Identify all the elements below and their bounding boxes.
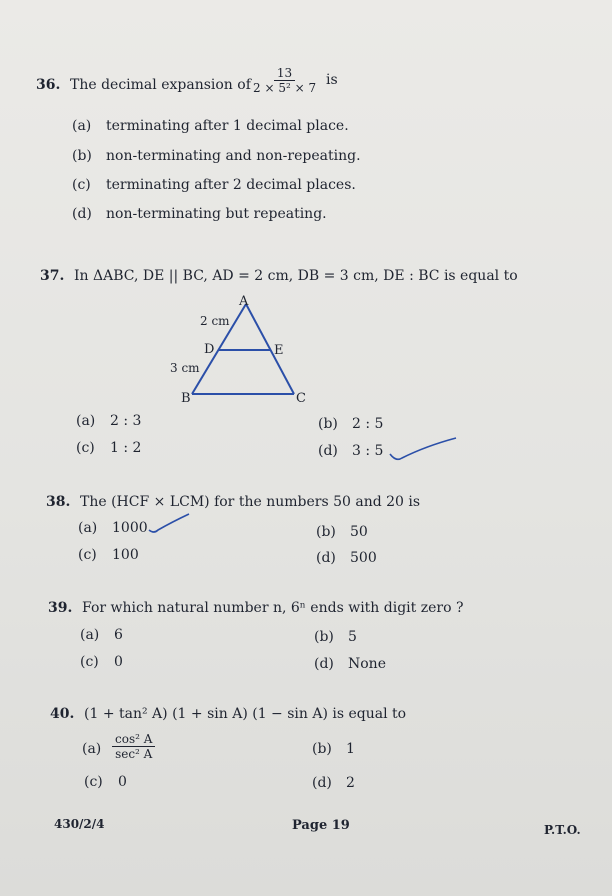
option-label: (c) — [76, 440, 95, 456]
option-label: (b) — [72, 148, 92, 164]
question-text: In ΔABC, DE || BC, AD = 2 cm, DB = 3 cm, DE : BC is equal to — [74, 268, 518, 284]
option-text: 500 — [350, 550, 377, 566]
fraction — [250, 66, 319, 95]
option-label: (b) — [312, 741, 332, 757]
option-label: (a) — [82, 741, 102, 757]
option-39b[interactable] — [314, 629, 357, 645]
option-37b[interactable] — [318, 416, 383, 432]
fraction — [112, 732, 155, 761]
option-37d[interactable] — [318, 443, 383, 459]
option-label: (a) — [76, 413, 96, 429]
fraction-numerator: cos² A — [112, 732, 155, 747]
label-db: 3 cm — [170, 361, 200, 375]
fraction-numerator: 13 — [274, 66, 295, 81]
vertex-c: C — [296, 391, 306, 406]
option-label: (b) — [316, 524, 336, 540]
pto-label: P.T.O. — [544, 823, 581, 837]
question-40 — [50, 706, 590, 726]
option-text: 1000 — [112, 520, 148, 536]
vertex-b: B — [181, 391, 191, 406]
option-text: 0 — [118, 774, 127, 790]
option-text: 2 : 5 — [352, 416, 384, 432]
option-36d[interactable] — [72, 206, 327, 222]
question-38 — [46, 494, 586, 514]
label-ad: 2 cm — [200, 314, 230, 328]
option-text: terminating after 2 decimal places. — [106, 177, 356, 193]
option-37c[interactable] — [76, 440, 141, 456]
question-number: 36. — [36, 77, 61, 93]
option-text: non-terminating and non-repeating. — [106, 148, 361, 164]
option-text: 2 : 3 — [110, 413, 142, 429]
question-text: For which natural number n, 6ⁿ ends with digit zero ? — [82, 600, 464, 616]
option-38c[interactable] — [78, 547, 139, 563]
option-38a[interactable] — [78, 520, 148, 536]
option-label: (a) — [72, 118, 92, 134]
option-40a[interactable] — [82, 732, 153, 766]
fraction-denominator: 2 × 5² × 7 — [253, 81, 317, 95]
option-label: (a) — [78, 520, 98, 536]
option-label: (d) — [312, 775, 332, 791]
option-label: (c) — [80, 654, 99, 670]
option-text: 6 — [114, 627, 123, 643]
option-label: (d) — [316, 550, 336, 566]
option-text: 1 : 2 — [110, 440, 142, 456]
option-label: (b) — [314, 629, 334, 645]
option-text: None — [348, 656, 386, 672]
option-36b[interactable] — [72, 148, 361, 164]
question-number: 38. — [46, 494, 71, 510]
option-text: 0 — [114, 654, 123, 670]
option-text: 5 — [348, 629, 357, 645]
option-40d[interactable] — [312, 775, 355, 791]
option-38d[interactable] — [316, 550, 377, 566]
question-text-end: is — [326, 72, 338, 88]
point-d: D — [204, 342, 215, 357]
option-37a[interactable] — [76, 413, 141, 429]
page-number: Page 19 — [292, 818, 350, 833]
option-40c[interactable] — [84, 774, 127, 790]
point-e: E — [274, 343, 284, 358]
option-text: terminating after 1 decimal place. — [106, 118, 349, 134]
pen-tick-icon — [146, 512, 192, 536]
triangle-figure — [160, 290, 320, 410]
option-36c[interactable] — [72, 177, 356, 193]
option-38b[interactable] — [316, 524, 368, 540]
question-text: The decimal expansion of — [70, 77, 251, 93]
fraction-denominator: sec² A — [115, 747, 153, 761]
question-number: 37. — [40, 268, 65, 284]
option-label: (d) — [314, 656, 334, 672]
option-label: (c) — [78, 547, 97, 563]
question-text: The (HCF × LCM) for the numbers 50 and 20 is — [80, 494, 421, 510]
option-39a[interactable] — [80, 627, 123, 643]
pen-tick-icon — [386, 434, 460, 466]
option-text: 3 : 5 — [352, 443, 384, 459]
option-39c[interactable] — [80, 654, 123, 670]
question-number: 39. — [48, 600, 73, 616]
option-text: 1 — [346, 741, 355, 757]
option-label: (c) — [72, 177, 91, 193]
option-label: (b) — [318, 416, 338, 432]
option-label: (c) — [84, 774, 103, 790]
option-40b[interactable] — [312, 741, 355, 757]
option-39d[interactable] — [314, 656, 386, 672]
question-39 — [48, 600, 588, 620]
paper-code: 430/2/4 — [54, 817, 105, 831]
question-text: (1 + tan² A) (1 + sin A) (1 − sin A) is equal to — [84, 706, 407, 722]
option-label: (a) — [80, 627, 100, 643]
option-text: 2 — [346, 775, 355, 791]
question-37 — [40, 268, 600, 288]
vertex-a: A — [239, 294, 249, 309]
option-text: 50 — [350, 524, 368, 540]
option-label: (d) — [72, 206, 92, 222]
option-36a[interactable] — [72, 118, 349, 134]
question-36 — [36, 66, 596, 104]
option-text: non-terminating but repeating. — [106, 206, 327, 222]
option-text: 100 — [112, 547, 139, 563]
option-label: (d) — [318, 443, 338, 459]
question-number: 40. — [50, 706, 75, 722]
